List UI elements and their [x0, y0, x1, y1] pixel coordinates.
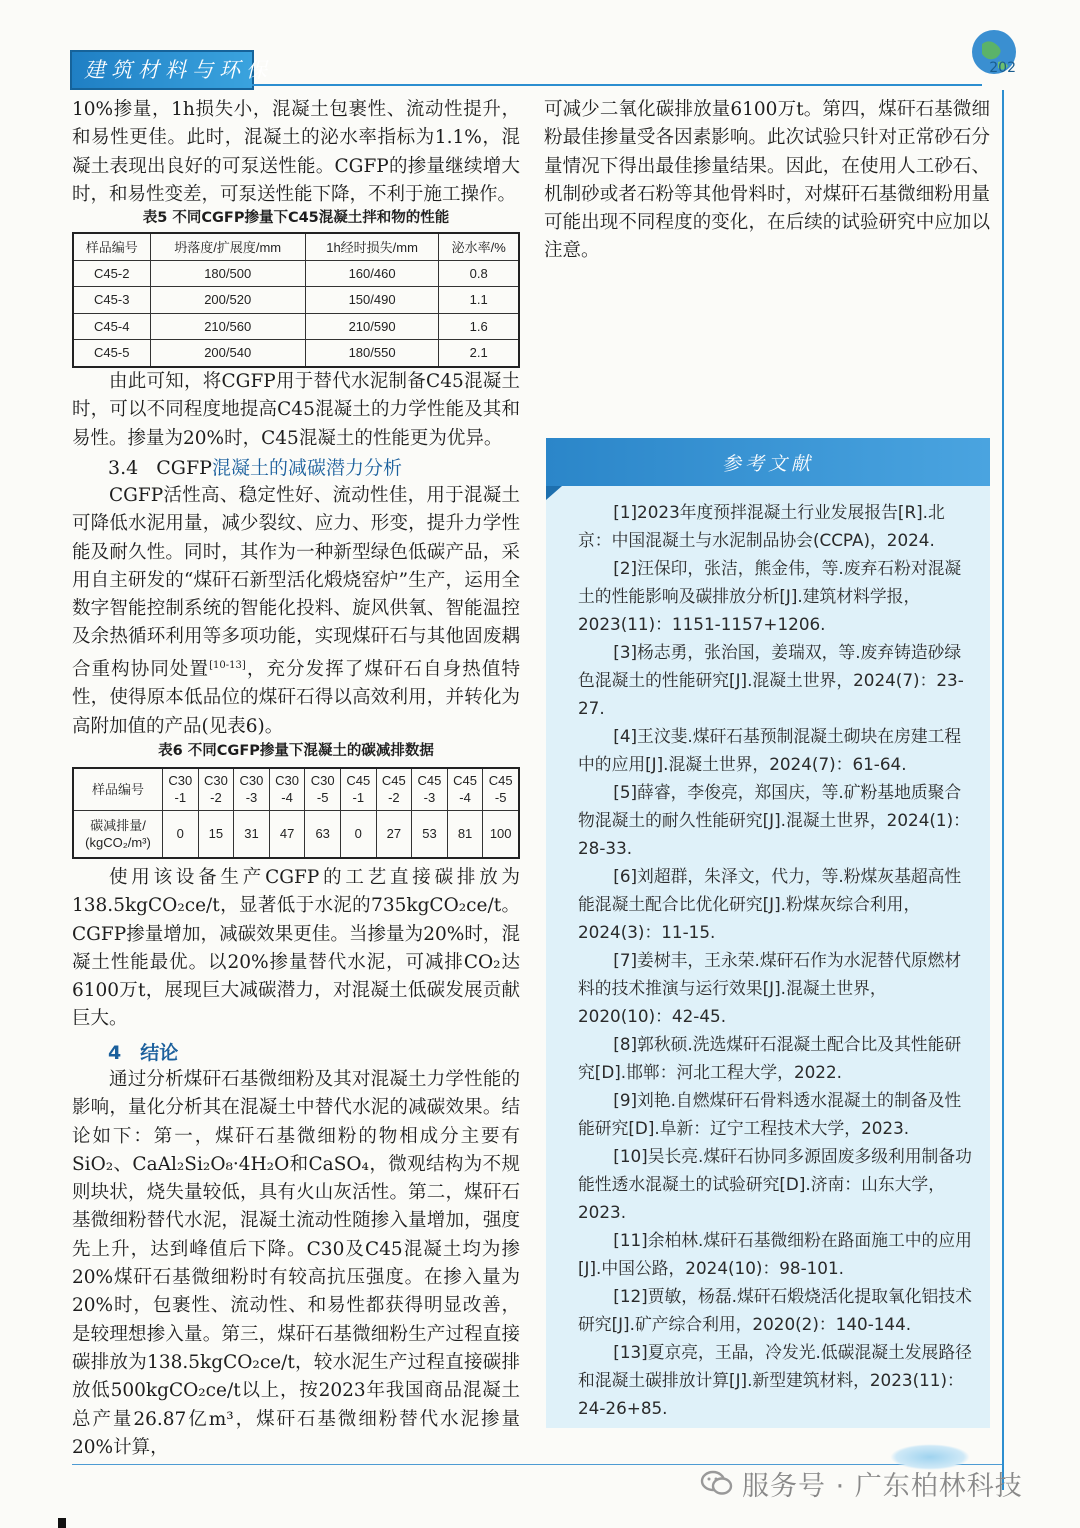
table-cell: C45-2: [73, 260, 150, 287]
right-paragraph-1: 可减少二氧化碳排放量6100万t。第四，煤矸石基微细粉最佳掺量受各因素影响。此次试验只针对正常砂石分量情况下得出最佳掺量结果。因此，在使用人工砂石、机制砂或者石粉等其他骨料时，对煤矸石基微细粉用量可能出现不同程度的变化，在后续的试验研究中应加以注意。: [544, 99, 990, 262]
references-title: 参考文献: [721, 453, 814, 475]
citation: [10-13]: [209, 659, 246, 671]
table-cell: 150/490: [305, 287, 438, 314]
wechat-icon: [700, 1470, 734, 1496]
table-row: [73, 340, 519, 367]
table-cell: 47: [269, 810, 305, 858]
table-row: [73, 810, 519, 858]
right-margin-rule: [1002, 90, 1004, 1490]
table-cell: 27: [376, 810, 412, 858]
table-cell: C45-3: [73, 287, 150, 314]
section-4-heading: 4 结论: [108, 1042, 179, 1064]
table-cell: 31: [234, 810, 270, 858]
table-cell: 0.8: [439, 260, 519, 287]
table-cell: 180/500: [150, 260, 305, 287]
table-cell: 81: [447, 810, 483, 858]
references-tab-decoration: [546, 486, 562, 500]
table5-header: 泌水率/%: [439, 233, 519, 260]
watermark-text: 服务号 · 广东柏林科技: [742, 1471, 1023, 1502]
table-cell: 2.1: [439, 340, 519, 367]
list-item: [9]刘艳.自燃煤矸石骨料透水混凝土的制备及性能研究[D].阜新：辽宁工程技术大学，2023.: [578, 1090, 962, 1138]
table-cell: 63: [305, 810, 341, 858]
table6-col: C45 -4: [447, 768, 483, 810]
list-item: [13]夏京亮，王晶，冷发光.低碳混凝土发展路径和混凝土碳排放计算[J].新型建筑材料，2023(11)：24-26+85.: [578, 1342, 972, 1418]
table-cell: 100: [483, 810, 519, 858]
table6-col: C45 -3: [412, 768, 448, 810]
table-cell: 180/550: [305, 340, 438, 367]
list-item: [4]王汶斐.煤矸石基预制混凝土砌块在房建工程中的应用[J].混凝土世界，2024(7)：61-64.: [578, 726, 962, 774]
table6-row-label: 碳减排量/ (kgCO₂/m³): [73, 810, 163, 858]
table6-label: 样品编号: [73, 768, 163, 810]
list-item: [11]余柏林.煤矸石基微细粉在路面施工中的应用[J].中国公路，2024(10)：98-101.: [578, 1230, 972, 1278]
list-item: [8]郭秋硕.洗选煤矸石混凝土配合比及其性能研究[D].邯郸：河北工程大学，2022.: [578, 1034, 962, 1082]
left-paragraph-4: 使用该设备生产CGFP的工艺直接碳排放为138.5kgCO₂ce/t，显著低于水泥的735kgCO₂ce/t。CGFP掺量增加，减碳效果更佳。当掺量为20%时，混凝土性能最优。以20%掺量替代水泥，可减排CO₂达6100万t，展现巨大减碳潜力，对混凝土低碳发展贡献巨大。: [72, 867, 520, 1030]
logo-year: 202: [989, 60, 1016, 76]
table-cell: 200/520: [150, 287, 305, 314]
section-title-text: 混凝土的减碳潜力分析: [211, 457, 402, 479]
table-row: [73, 287, 519, 314]
table6-col: C45 -2: [376, 768, 412, 810]
table6-col: C45 -1: [340, 768, 376, 810]
table5-caption: 表5 不同CGFP掺量下C45混凝土拌和物的性能: [142, 210, 450, 226]
table6-col: C30 -5: [305, 768, 341, 810]
corner-mark: [58, 1518, 66, 1528]
table5-header: 坍落度/扩展度/mm: [150, 233, 305, 260]
list-item: [1]2023年度预拌混凝土行业发展报告[R].北京：中国混凝土与水泥制品协会(CCPA)，2024.: [578, 502, 945, 550]
left-paragraph-5: 通过分析煤矸石基微细粉及其对混凝土力学性能的影响，量化分析其在混凝土中替代水泥的减碳效果。结论如下：第一，煤矸石基微细粉的物相成分主要有SiO₂、CaAl₂Si₂O₈·4H₂O和CaSO₄，微观结构为不规则块状，烧失量较低，具有火山灰活性。第二，煤矸石基微细粉替代水泥，混凝土流动性随掺入量增加，强度先上升，达到峰值后下降。C30及C45混凝土均为掺20%煤矸石基微细粉时有较高抗压强度。在掺入量为20%时，包裹性、流动性、和易性都获得明显改善，是较理想掺入量。第三，煤矸石基微细粉生产过程直接碳排放为138.5kgCO₂ce/t，较水泥生产过程直接碳排放低500kgCO₂ce/t以上，按2023年我国商品混凝土总产量26.87亿m³，煤矸石基微细粉替代水泥掺量20%计算，: [72, 1069, 520, 1458]
table5: [72, 232, 520, 368]
table-cell: C45-5: [73, 340, 150, 367]
table-cell: C45-4: [73, 313, 150, 340]
table6-col: C30 -3: [234, 768, 270, 810]
list-item: [7]姜树丰，王永荣.煤矸石作为水泥替代原燃材料的技术推演与运行效果[J].混凝土世界，2020(10)：42-45.: [578, 950, 962, 1026]
section-keyword: CGFP: [156, 457, 212, 479]
table-cell: 1.6: [439, 313, 519, 340]
list-item: [10]吴长亮.煤矸石协同多源固废多级利用制备功能性透水混凝土的试验研究[D].济南：山东大学，2023.: [578, 1146, 972, 1222]
list-item: [2]汪保印，张洁，熊金伟，等.废弃石粉对混凝土的性能影响及碳排放分析[J].建筑材料学报，2023(11)：1151-1157+1206.: [578, 558, 962, 634]
table6-col: C30 -2: [198, 768, 234, 810]
list-item: [12]贾敏，杨磊.煤矸石煅烧活化提取氧化铝技术研究[J].矿产综合利用，2020(2)：140-144.: [578, 1286, 972, 1334]
left-paragraph-3: CGFP活性高、稳定性好、流动性佳，用于混凝土可降低水泥用量，减少裂纹、应力、形变，提升力学性能及耐久性。同时，其作为一种新型绿色低碳产品，采用自主研发的“煤矸石新型活化煅烧窑炉”生产，运用全数字智能控制系统的智能化投料、旋风供氧、智能温控及余热循环利用等多项功能，实现煤矸石与其他固废耦合重构协同处置[10-13]，充分发挥了煤矸石自身热值特性，使得原本低品位的煤矸石得以高效利用，并转化为高附加值的产品(见表6)。: [72, 485, 520, 737]
table-cell: 160/460: [305, 260, 438, 287]
table-cell: 200/540: [150, 340, 305, 367]
table6-caption: 表6 不同CGFP掺量下混凝土的碳减排数据: [158, 743, 434, 759]
table-cell: 210/560: [150, 313, 305, 340]
table-cell: 1.1: [439, 287, 519, 314]
table6-col: C30 -4: [269, 768, 305, 810]
table6-col: C45 -5: [483, 768, 519, 810]
table5-header-row: [73, 233, 519, 260]
list-item: [3]杨志勇，张治国，姜瑞双，等.废弃铸造砂绿色混凝土的性能研究[J].混凝土世界，2024(7)：23-27.: [578, 642, 964, 718]
left-paragraph-1: 10%掺量，1h损失小，混凝土包裹性、流动性提升，和易性更佳。此时，混凝土的泌水率指标为1.1%，混凝土表现出良好的可泵送性能。CGFP的掺量继续增大时，和易性变差，可泵送性能下降，不利于施工操作。: [72, 99, 520, 205]
table6: [72, 767, 520, 859]
table-cell: 15: [198, 810, 234, 858]
table5-header: 样品编号: [73, 233, 150, 260]
section-number: 3.4: [108, 457, 139, 479]
references-list: [578, 498, 974, 1422]
table-cell: 53: [412, 810, 448, 858]
section-3-4-heading: [72, 454, 520, 482]
table-cell: 0: [163, 810, 199, 858]
table-row: [73, 313, 519, 340]
table6-col: C30 -1: [163, 768, 199, 810]
table-cell: 0: [340, 810, 376, 858]
left-paragraph-2: 由此可知，将CGFP用于替代水泥制备C45混凝土时，可以不同程度地提高C45混凝土的力学性能及其和易性。掺量为20%时，C45混凝土的性能更为优异。: [72, 371, 520, 449]
table-cell: 210/590: [305, 313, 438, 340]
section-title: 建筑材料与环保: [84, 58, 273, 82]
table6-header-row: [73, 768, 519, 810]
list-item: [5]薛睿，李俊亮，郑国庆，等.矿粉基地质聚合物混凝土的耐久性能研究[J].混凝土世界，2024(1)：28-33.: [578, 782, 970, 858]
table5-header: 1h经时损失/mm: [305, 233, 438, 260]
list-item: [6]刘超群，朱泽文，代力，等.粉煤灰基超高性能混凝土配合比优化研究[J].粉煤灰综合利用，2024(3)：11-15.: [578, 866, 962, 942]
table-row: [73, 260, 519, 287]
header-rule: [252, 84, 982, 86]
